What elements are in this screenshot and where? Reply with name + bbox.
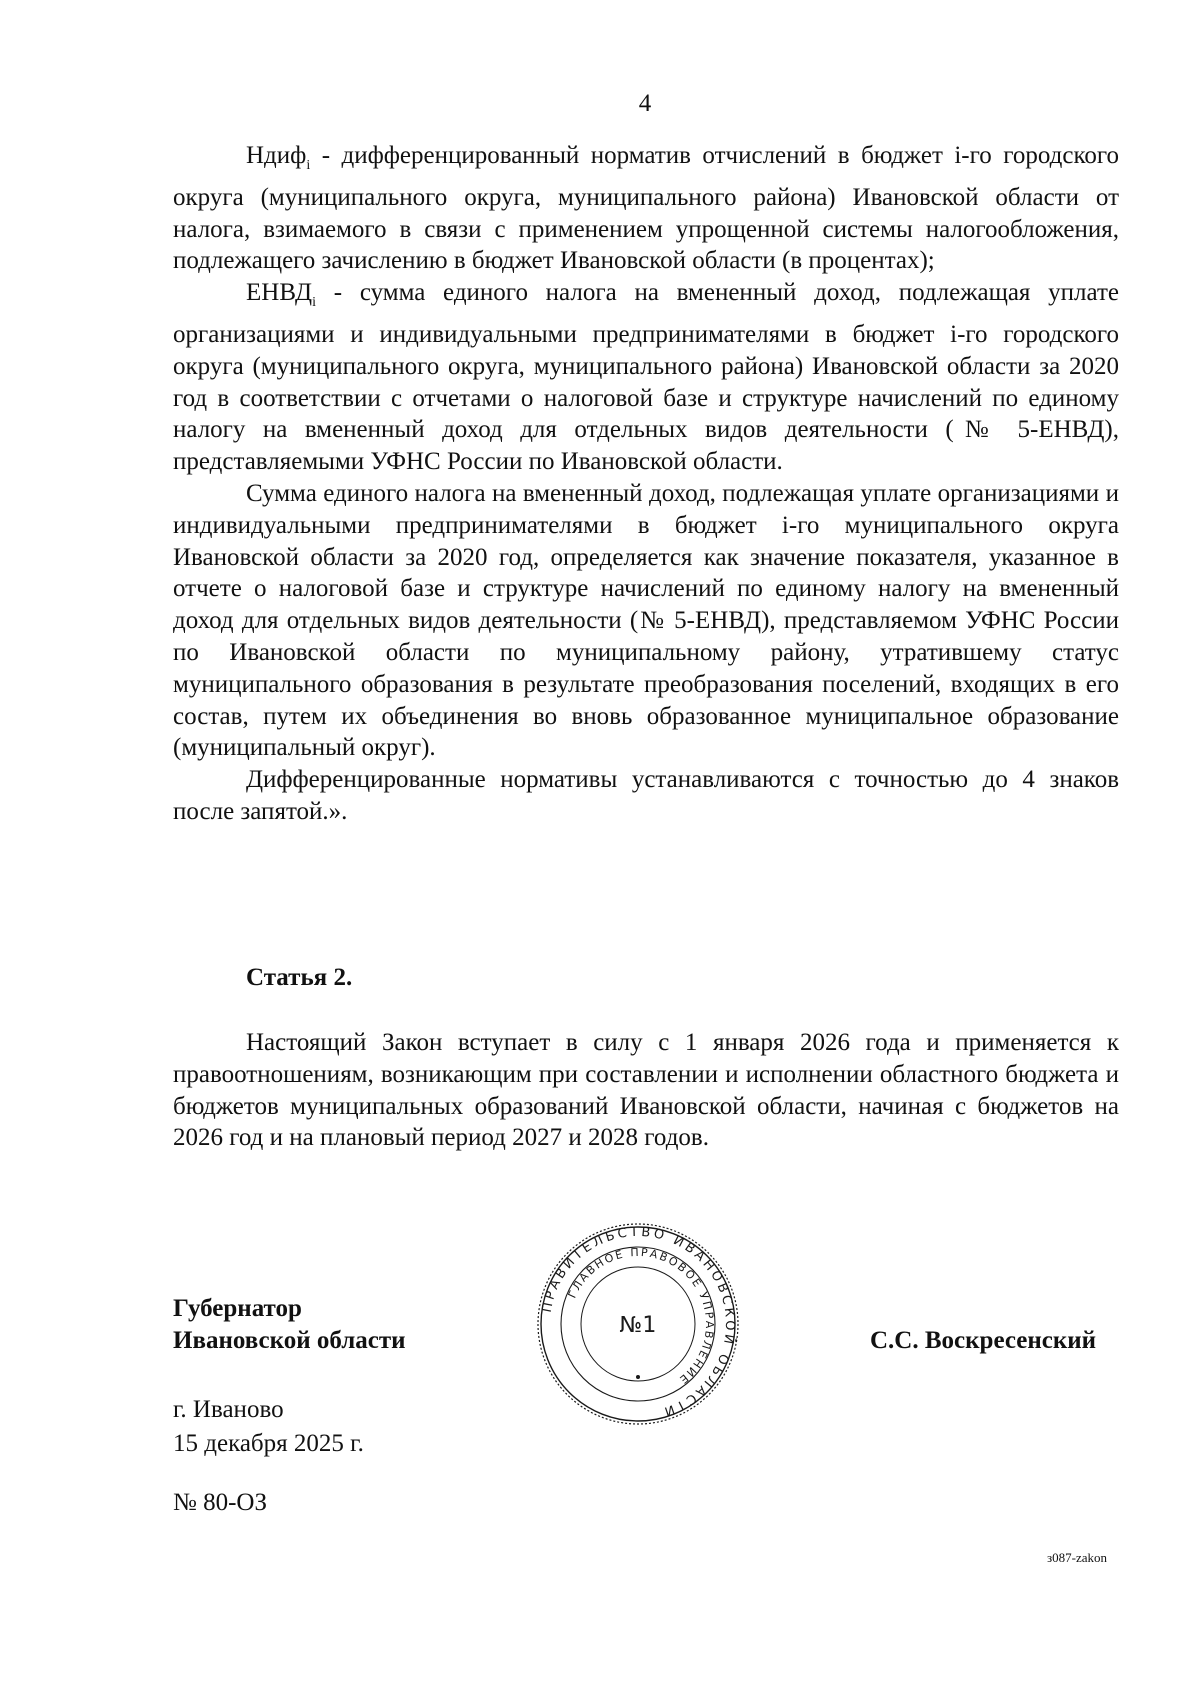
place: г. Иваново [173,1396,284,1423]
seal-inner-text: ГЛАВНОЕ ПРАВОВОЕ УПРАВЛЕНИЕ [565,1245,717,1388]
seal-dot [636,1375,640,1379]
term-ndif: Ндиф [246,142,307,169]
article-heading: Статья 2. [246,964,353,991]
article-paragraph: Настоящий Закон вступает в силу с 1 января 2026 года и применяется к правоотношениям, возникающим при составлении и исполнении областного бюджета и бюджетов муниципальных образований Ивановской области, начиная с бюджетов на 2026 год и на плановый период 2027 и 2028 годов. [173,1029,1119,1152]
term-envd: ЕНВД [246,279,313,307]
official-seal [536,1222,740,1426]
definitions-block [173,140,1119,828]
signatory-title [173,1293,406,1357]
seal-outer-text: ПРАВИТЕЛЬСТВО ИВАНОВСКОЙ ОБЛАСТИ [539,1224,738,1420]
paragraph-envd-text: - сумма единого налога на вмененный доход, подлежащая уплате организациями и индивидуальными предпринимателями в бюджет i-го городского округа (муниципального округа, муниципального района) Ивановской области за 2020 год в соответствии с отчетами о налоговой базе и структуре начислений по единому налогу на вмененный доход для отдельных видов деятельности (№ 5-ЕНВД), представляемыми УФНС России по Ивановской области. [173,279,1119,476]
seal-number: №1 [619,1313,657,1338]
place-date-block [173,1393,364,1461]
document-code: з087-zakon [1047,1550,1108,1565]
article-body [173,1027,1119,1154]
paragraph-envd-sum: Сумма единого налога на вмененный доход, подлежащая уплате организациями и индивидуальными предпринимателями в бюджет i-го муниципального округа Ивановской области за 2020 год, определяется как значение показателя, указанное в отчете о налоговой базе и структуре начислений по единому налогу на вмененный доход для отдельных видов деятельности (№ 5-ЕНВД), представляемом УФНС России по Ивановской области по муниципальному району, утратившему статус муниципального образования в результате преобразования поселений, входящих в его состав, путем их объединения во вновь образованное муниципальное образование (муниципальный округ). [173,479,1119,762]
seal-graphic [536,1222,740,1426]
signatory-title-line1: Губернатор [173,1295,302,1322]
paragraph-envd [173,277,1119,478]
paragraph-ndif [173,140,1119,277]
page-number: 4 [638,90,652,117]
paragraph-ndif-text: - дифференцированный норматив отчислений в бюджет i-го городского округа (муниципального округа, муниципального района) Ивановской области от налога, взимаемого в связи с применением упрощенной системы налогообложения, подлежащего зачислению в бюджет Ивановской области (в процентах); [173,142,1119,275]
term-envd-subscript: i [312,295,316,311]
term-ndif-subscript: i [306,158,311,173]
signatory-name: С.С. Воскресенский [870,1327,1097,1354]
date: 15 декабря 2025 г. [173,1430,364,1457]
paragraph-precision: Дифференцированные нормативы устанавливаются с точностью до 4 знаков после запятой.». [173,766,1119,825]
signatory-title-line2: Ивановской области [173,1327,406,1354]
law-number: № 80-ОЗ [173,1489,268,1516]
